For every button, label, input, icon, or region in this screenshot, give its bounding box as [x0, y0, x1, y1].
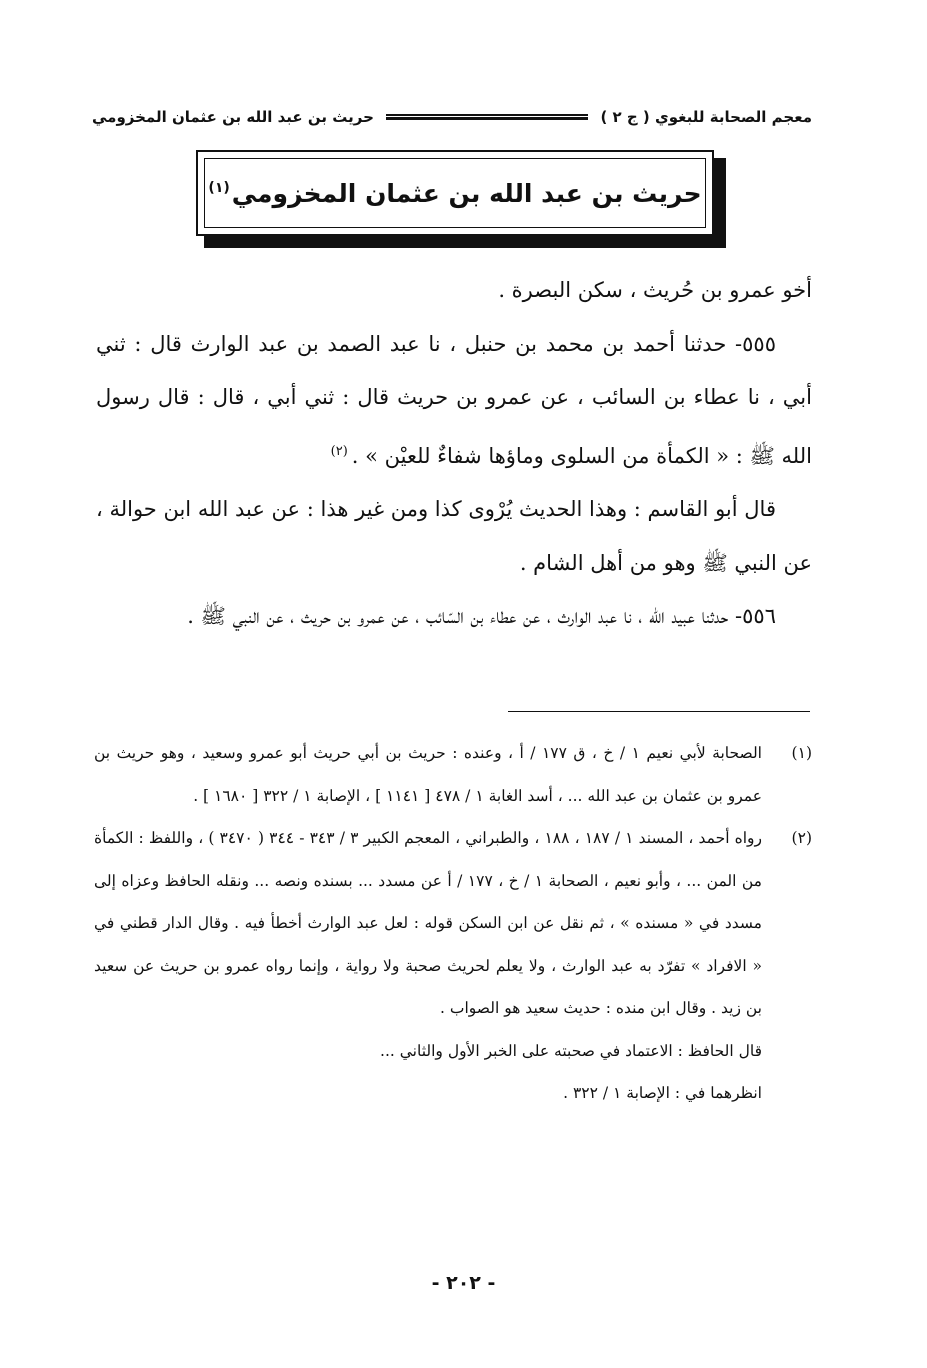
- entry-title-text: حريث بن عبد الله بن عثمان المخزومي: [231, 178, 702, 208]
- footnote-body: [94, 732, 762, 817]
- footnote-line: انظرهما في : الإصابة ١ / ٣٢٢ .: [563, 1084, 762, 1102]
- title-footnote-mark: (١): [208, 180, 230, 197]
- footnotes: [94, 732, 812, 1115]
- hadith-555-text: ٥٥٥- حدثنا أحمد بن محمد بن حنبل ، نا عبد الصمد بن عبد الوارث قال : ثني أبي ، نا عطاء بن السائب ، عن عمرو بن حريث قال : ثني أبي ، قال : قال رسول الله ﷺ : « الكمأة من السلوى وماؤها شفاءٌ للعيْن » .: [96, 331, 812, 468]
- footnote-number: (١): [791, 744, 812, 762]
- footnote-separator: [508, 711, 810, 712]
- title-inner-frame: [204, 158, 706, 228]
- title-box: [196, 150, 714, 236]
- header-rule: [386, 114, 589, 120]
- entry-title: [208, 179, 701, 208]
- footnote-line: الصحابة لأبي نعيم ١ / خ ، ق ١٧٧ / أ ، وعنده : حريث بن أبي حريث أبو عمرو وسعيد ، وهو حريث بن عمرو بن عثمان بن عبد الله ... ، أسد الغابة ١ / ٤٧٨ [ ١١٤١ ] ، الإصابة ١ / ٣٢٢ [ ١٦٨٠ ] .: [94, 744, 762, 805]
- body-text: [96, 264, 812, 644]
- body-paragraph-1: أخو عمرو بن حُريث ، سكن البصرة .: [498, 278, 812, 302]
- body-paragraph-3: قال أبو القاسم : وهذا الحديث يُرْوى كذا ومن غير هذا : عن عبد الله ابن حوالة ، عن النبي ﷺ وهو من أهل الشام .: [96, 497, 812, 575]
- footnote-2: [94, 817, 812, 1115]
- body-paragraph-4: ٥٥٦- حدثنا عبيد الله ، نا عبد الوارث ، عن عطاء بن السّائب ، عن عمرو بن حريث ، عن النبي ﷺ .: [187, 604, 776, 628]
- header-entry-title: حريث بن عبد الله بن عثمان المخزومي: [92, 108, 374, 126]
- footnote-mark-2: (٢): [330, 443, 348, 459]
- page-number: - ٢٠٢ -: [431, 1272, 496, 1294]
- body-paragraph-2: [96, 318, 812, 484]
- footnote-line: رواه أحمد ، المسند ١ / ١٨٧ ، ١٨٨ ، والطبراني ، المعجم الكبير ٣ / ٣٤٣ - ٣٤٤ ( ٣٤٧٠ ) ، واللفظ : الكمأة من المن ... ، وأبو نعيم ، الصحابة ١ / خ ، ١٧٧ / أ عن مسدد ... بسنده ونصه ... ونقله الحافظ وعزاه إلى مسدد في « مسنده » ، ثم نقل عن ابن السكن قوله : لعل عبد الوارث أخطأ فيه . وقال الدار قطني في « الافراد » تفرّد به عبد الوارث ، ولا يعلم لحريث صحبة ولا رواية ، وإنما رواه عمرو بن حريث عن سعيد بن زيد . وقال ابن منده : حديث سعيد هو الصواب .: [94, 829, 763, 1017]
- footnote-1: [94, 732, 812, 817]
- footnote-number: (٢): [791, 829, 812, 847]
- header-book-title: معجم الصحابة للبغوي ( ج ٢ ): [600, 108, 812, 126]
- running-header: [92, 100, 812, 134]
- footnote-body: [94, 817, 762, 1115]
- footnote-line: قال الحافظ : الاعتماد في صحبته على الخبر الأول والثاني ...: [380, 1041, 762, 1060]
